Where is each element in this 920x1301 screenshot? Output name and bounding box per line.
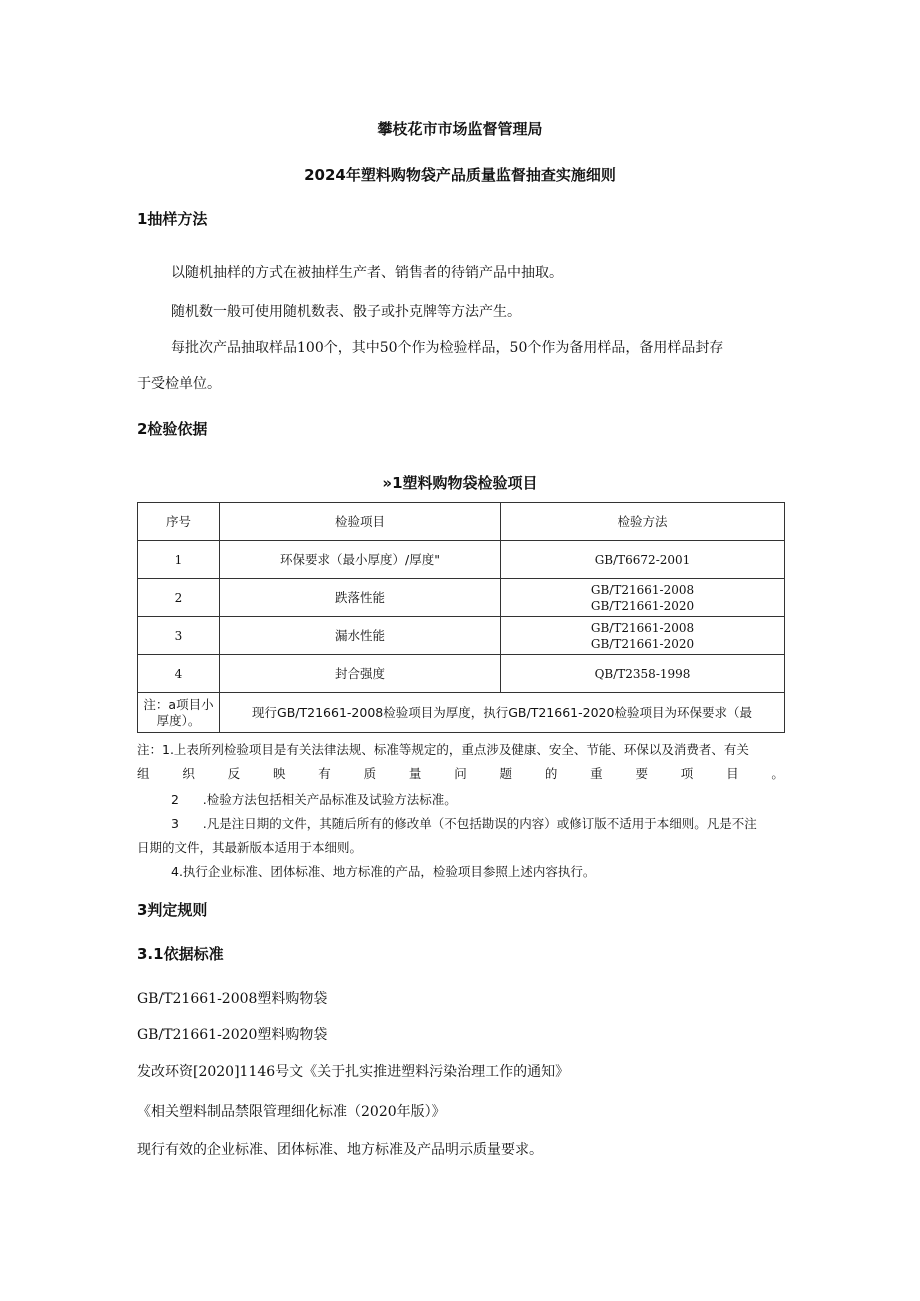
note-1-char: 量 [408, 766, 422, 781]
table-header-cell: 检验方法 [501, 503, 785, 541]
note-1-char: 问 [454, 766, 467, 781]
row-item: 环保要求（最小厚度）/厚度" [220, 541, 501, 579]
note-3: 3 .凡是注日期的文件，其随后所有的修改单（不包括勘误的内容）或修订版不适用于本细则。凡是不注 [171, 816, 757, 831]
table-row [138, 617, 785, 655]
org-title: 攀枝花市市场监督管理局 [377, 120, 543, 138]
row-method [501, 579, 785, 617]
row-method [501, 655, 785, 693]
note-1: 注：1.上表所列检验项目是有关法律法规、标准等规定的，重点涉及健康、安全、节能、环保以及消费者、有关 [137, 742, 749, 757]
note-1-char: 题 [499, 766, 513, 781]
note-1-char: 重 [590, 766, 603, 781]
row-method [501, 617, 785, 655]
table-row [138, 541, 785, 579]
row-number: 3 [138, 617, 220, 655]
note-1-char: 织 [182, 766, 195, 781]
standard-item: 现行有效的企业标准、团体标准、地方标准及产品明示质量要求。 [137, 1142, 543, 1158]
note-1-char: 的 [544, 766, 558, 781]
row-method [501, 541, 785, 579]
row-item: 跌落性能 [220, 579, 501, 617]
section-3-1-heading: 3.1依据标准 [137, 945, 224, 963]
standard-item: 发改环资[2020]1146号文《关于扎实推进塑料污染治理工作的通知》 [137, 1064, 570, 1080]
table-header-row [138, 503, 785, 541]
standard-item: 《相关塑料制品禁限管理细化标准（2020年版）》 [137, 1104, 446, 1120]
note-1-char: 项 [680, 766, 694, 781]
table-header-cell: 检验项目 [220, 503, 501, 541]
section-1-paragraph: 随机数一般可使用随机数表、骰子或扑克牌等方法产生。 [171, 304, 521, 320]
note-4: 4.执行企业标准、团体标准、地方标准的产品，检验项目参照上述内容执行。 [171, 864, 596, 879]
table-footnote-row [138, 693, 785, 733]
row-number: 2 [138, 579, 220, 617]
table-row [138, 655, 785, 693]
method-standard: GB/T21661-2008 [590, 582, 695, 597]
row-number: 4 [138, 655, 220, 693]
standard-item: GB/T21661-2020塑料购物袋 [137, 1027, 328, 1043]
section-1-paragraph: 于受检单位。 [137, 376, 221, 392]
inspection-items-table [137, 502, 785, 733]
section-1-heading: 1抽样方法 [137, 210, 208, 228]
note-1-char: 。 [771, 766, 784, 781]
table-footnote-text: 现行GB/T21661-2008检验项目为厚度，执行GB/T21661-2020检验项目为环保要求（最 [220, 693, 785, 733]
method-standard: GB/T21661-2008 [590, 620, 695, 635]
note-3-continuation: 日期的文件，其最新版本适用于本细则。 [137, 840, 363, 855]
method-standard: GB/T21661-2020 [590, 598, 695, 613]
table-caption: »1塑料购物袋检验项目 [382, 474, 538, 492]
method-standard: GB/T6672-2001 [594, 552, 691, 567]
note-1-char: 有 [318, 766, 331, 781]
note-2: 2 .检验方法包括相关产品标准及试验方法标准。 [171, 792, 457, 807]
section-2-heading: 2检验依据 [137, 420, 208, 438]
section-3-heading: 3判定规则 [137, 901, 208, 919]
note-1-char: 映 [272, 766, 286, 781]
method-standard: QB/T2358-1998 [594, 666, 691, 681]
note-1-char: 反 [227, 766, 241, 781]
note-1-char: 组 [137, 766, 150, 781]
note-1-char: 质 [363, 766, 377, 781]
note-1-continuation [137, 764, 784, 782]
note-1-char: 目 [726, 766, 739, 781]
table-row [138, 579, 785, 617]
row-item: 漏水性能 [220, 617, 501, 655]
document-title: 2024年塑料购物袋产品质量监督抽查实施细则 [304, 166, 616, 184]
table-header-cell: 序号 [138, 503, 220, 541]
row-item: 封合强度 [220, 655, 501, 693]
note-1-char: 要 [635, 766, 648, 781]
method-standard: GB/T21661-2020 [590, 636, 695, 651]
table-footnote-label: 注：a项目小厚度）。 [138, 693, 220, 733]
section-1-paragraph: 以随机抽样的方式在被抽样生产者、销售者的待销产品中抽取。 [171, 265, 563, 281]
row-number: 1 [138, 541, 220, 579]
section-1-paragraph: 每批次产品抽取样品100个，其中50个作为检验样品，50个作为备用样品，备用样品封存 [171, 340, 724, 356]
standard-item: GB/T21661-2008塑料购物袋 [137, 991, 328, 1007]
